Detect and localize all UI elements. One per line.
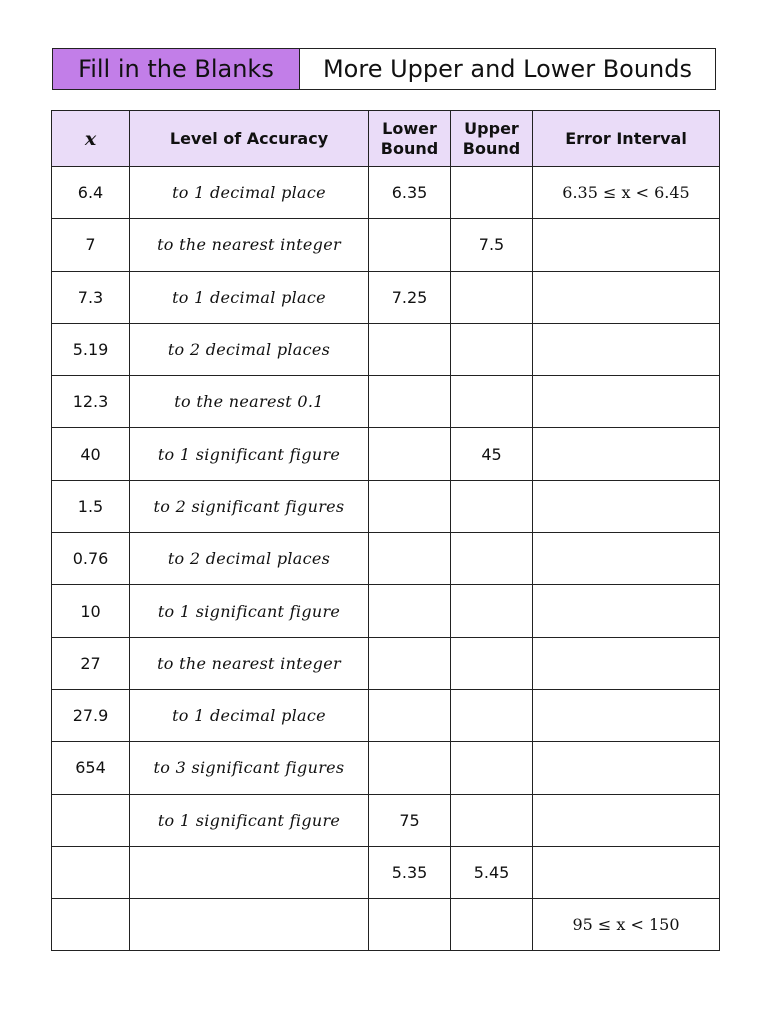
table-row [52,480,720,532]
lower-bound-header-line1: Lower [382,118,437,138]
table-row [52,376,720,428]
table-row [52,167,720,219]
error-interval-cell[interactable] [533,480,720,532]
lower-bound-cell[interactable] [369,376,451,428]
x-value-cell: 12.3 [52,376,130,428]
table-row [52,533,720,585]
accuracy-cell: to 1 significant figure [130,794,369,846]
x-value-cell: 7.3 [52,271,130,323]
upper-bound-header-line2: Bound [462,138,521,158]
lower-bound-cell[interactable] [369,480,451,532]
accuracy-cell [130,846,369,898]
x-value-cell: 10 [52,585,130,637]
error-interval-cell[interactable] [533,428,720,480]
upper-bound-cell[interactable] [451,742,533,794]
upper-bound-cell[interactable] [451,533,533,585]
x-value-cell [52,846,130,898]
table-row [52,428,720,480]
upper-bound-cell[interactable] [451,480,533,532]
error-interval-cell[interactable] [533,794,720,846]
lower-bound-cell[interactable] [369,428,451,480]
upper-bound-cell[interactable]: 45 [451,428,533,480]
lower-bound-cell[interactable] [369,219,451,271]
table-row [52,323,720,375]
accuracy-cell: to 2 decimal places [130,323,369,375]
upper-bound-cell[interactable] [451,167,533,219]
upper-bound-cell[interactable] [451,689,533,741]
worksheet-title: More Upper and Lower Bounds [322,55,693,83]
table-row [52,689,720,741]
table-row [52,219,720,271]
worksheet-tag: Fill in the Blanks [53,49,300,89]
lower-bound-cell[interactable] [369,533,451,585]
lower-bound-cell[interactable]: 5.35 [369,846,451,898]
error-interval-cell[interactable]: 6.35 ≤ x < 6.45 [533,167,720,219]
title-bar [52,48,716,90]
error-interval-cell[interactable] [533,323,720,375]
lower-bound-cell[interactable] [369,585,451,637]
lower-bound-cell[interactable] [369,899,451,951]
x-value-cell [52,794,130,846]
accuracy-cell: to 1 decimal place [130,167,369,219]
error-interval-cell[interactable] [533,846,720,898]
table-row [52,846,720,898]
lower-bound-cell[interactable] [369,637,451,689]
lower-bound-cell[interactable]: 7.25 [369,271,451,323]
accuracy-cell: to 1 decimal place [130,689,369,741]
accuracy-cell: to 1 decimal place [130,271,369,323]
x-value-cell: 6.4 [52,167,130,219]
error-interval-cell[interactable] [533,376,720,428]
error-interval-cell[interactable] [533,689,720,741]
accuracy-cell: to 1 significant figure [130,585,369,637]
x-value-cell: 27 [52,637,130,689]
x-value-cell [52,899,130,951]
x-value-cell: 27.9 [52,689,130,741]
upper-bound-cell[interactable] [451,271,533,323]
lower-bound-cell[interactable] [369,689,451,741]
column-header-x: x [52,111,130,167]
accuracy-cell: to the nearest 0.1 [130,376,369,428]
header-row [52,111,720,167]
upper-bound-cell[interactable] [451,323,533,375]
lower-bound-cell[interactable] [369,323,451,375]
upper-bound-cell[interactable] [451,794,533,846]
x-value-cell: 5.19 [52,323,130,375]
x-value-cell: 7 [52,219,130,271]
accuracy-cell: to the nearest integer [130,219,369,271]
column-header-accuracy: Level of Accuracy [130,111,369,167]
x-value-cell: 40 [52,428,130,480]
accuracy-cell: to 1 significant figure [130,428,369,480]
lower-bound-cell[interactable]: 6.35 [369,167,451,219]
error-interval-cell[interactable] [533,533,720,585]
accuracy-cell: to 2 decimal places [130,533,369,585]
x-value-cell: 1.5 [52,480,130,532]
error-interval-cell[interactable]: 95 ≤ x < 150 [533,899,720,951]
upper-bound-cell[interactable]: 5.45 [451,846,533,898]
lower-bound-cell[interactable]: 75 [369,794,451,846]
lower-bound-cell[interactable] [369,742,451,794]
error-interval-cell[interactable] [533,742,720,794]
accuracy-cell [130,899,369,951]
column-header-upper-bound [451,111,533,167]
column-header-lower-bound [369,111,451,167]
table-row [52,271,720,323]
error-interval-cell[interactable] [533,271,720,323]
table-body [52,167,720,951]
accuracy-cell: to 2 significant figures [130,480,369,532]
upper-bound-cell[interactable]: 7.5 [451,219,533,271]
x-value-cell: 654 [52,742,130,794]
accuracy-cell: to 3 significant figures [130,742,369,794]
x-value-cell: 0.76 [52,533,130,585]
error-interval-cell[interactable] [533,219,720,271]
upper-bound-cell[interactable] [451,376,533,428]
table-row [52,899,720,951]
table-row [52,742,720,794]
error-interval-cell[interactable] [533,637,720,689]
upper-bound-header-line1: Upper [464,118,519,138]
accuracy-cell: to the nearest integer [130,637,369,689]
upper-bound-cell[interactable] [451,585,533,637]
upper-bound-cell[interactable] [451,899,533,951]
table-row [52,794,720,846]
column-header-error-interval: Error Interval [533,111,720,167]
upper-bound-cell[interactable] [451,637,533,689]
error-interval-cell[interactable] [533,585,720,637]
table-row [52,585,720,637]
table-row [52,637,720,689]
lower-bound-header-line2: Bound [380,138,439,158]
bounds-table [51,110,720,951]
